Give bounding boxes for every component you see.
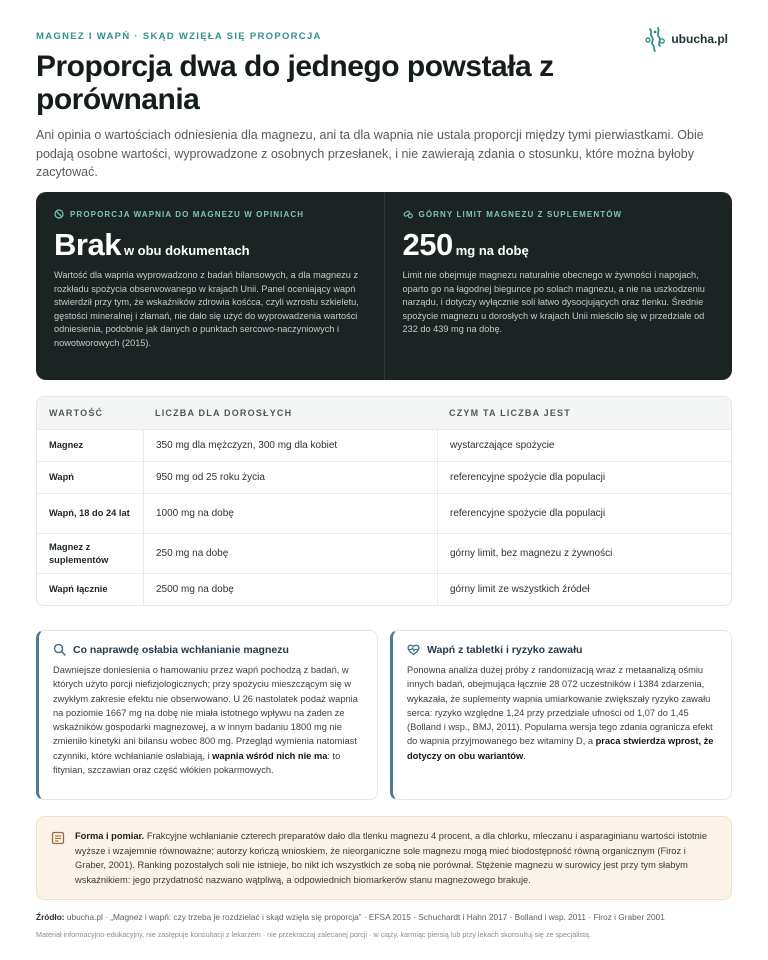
- highlight-limit: [384, 192, 733, 380]
- column-header: WARTOŚĆ: [49, 408, 104, 418]
- highlight-number: 250: [402, 227, 453, 262]
- kombucha-logo-icon: [644, 26, 666, 52]
- column-header: CZYM TA LICZBA JEST: [449, 408, 571, 418]
- document-icon: [51, 831, 65, 845]
- heart-risk-card: [390, 630, 732, 800]
- lead-paragraph: Ani opinia o wartościach odniesienia dla magnezu, ani ta dla wapnia nie ustala proporcji między tymi pierwiastkami. Obie podają osobne wartości, wyprowadzone z osobnych przesłanek, i nie zawierają zdania o stosunku, które można byłoby zacytować.: [36, 128, 704, 179]
- row-value: 250 mg na dobę: [143, 534, 437, 573]
- row-value: 2500 mg na dobę: [143, 574, 437, 605]
- row-label: Wapń łącznie: [49, 584, 108, 594]
- row-meaning: referencyjne spożycie dla populacji: [437, 494, 731, 533]
- form-note: [36, 816, 732, 900]
- row-value: 950 mg od 25 roku życia: [143, 462, 437, 493]
- table-row: [37, 429, 731, 461]
- card-heading: [407, 643, 719, 656]
- card-text: Ponowna analiza dużej próby z randomizacją wraz z metaanalizą ośmiu innych badań, obejmująca łącznie 28 072 uczestników i 1384 zdarzenia, wykazała, że suplementy wapnia umiarkowanie zwiększały ryzyko zawału serca: ryzyko względne 1,24 przy przedziale ufności od 1,07 do 1,45 (Bolland i wsp., BMJ, 2011). Popularna wersja tego zdania ogranicza efekt do wapnia przyjmowanego bez witaminy D, a praca stwierdza wprost, że dotyczy on obu wariantów.: [407, 665, 714, 761]
- highlight-label: PROPORCJA WAPNIA DO MAGNEZU W OPINIACH: [54, 209, 366, 219]
- highlight-unit: mg na dobę: [455, 243, 529, 258]
- highlight-value: [54, 227, 366, 263]
- card-heading: [53, 643, 365, 656]
- page-title: Proporcja dwa do jednego powstała z porównania: [36, 50, 554, 116]
- brand[interactable]: [644, 26, 728, 52]
- row-value: 1000 mg na dobę: [143, 494, 437, 533]
- source-line: Źródło: ubucha.pl · „Magnez i wapń: czy trzeba je rozdzielać i skąd wzięła się proporcja” · EFSA 2015 · Schuchardt i Hahn 2017 · Bolland i wsp. 2011 · Firoz i Graber 2001: [36, 912, 665, 922]
- card-text: Dawniejsze doniesienia o hamowaniu przez wapń pochodzą z badań, w których użyto porcji niefizjologicznych; przy spożyciu mieszczącym się w zwykłym zakresie efektu nie obserwowano. U 26 nastolatek podaż wapnia na poziomie 1667 mg na dobę nie miała istotnego wpływu na żaden ze wskaźników gospodarki magnezowej, a w innym badaniu 1800 mg nie zmieniło kinetyki ani bilansu wobec 800 mg. Przegląd wymienia natomiast czynniki, które wchłanianie osłabiają, i wapnia wśród nich nie ma: to fitynian, szczawian oraz część włókien pokarmowych.: [53, 665, 358, 776]
- table-row: [37, 461, 731, 493]
- absorption-card: [36, 630, 378, 800]
- brand-name: ubucha.pl: [671, 32, 728, 46]
- highlight-unit: w obu dokumentach: [123, 243, 250, 258]
- highlight-text: Limit nie obejmuje magnezu naturalnie obecnego w żywności i napojach, oparto go na łagodnej biegunce po solach magnezu, a nie na uszkodzeniu narządu, i dotyczy wyłącznie soli łatwo dysocjujących oraz tlenku. Średnie spożycie magnezu u dorosłych w krajach Unii mieściło się w przedziale od 232 do 439 mg na dobę.: [402, 270, 705, 335]
- highlight-value: [403, 227, 715, 263]
- search-icon: [53, 643, 66, 656]
- note-text: Forma i pomiar. Frakcyjne wchłanianie czterech preparatów dało dla tlenku magnezu 4 procent, a dla chlorku, mleczanu i asparaginianu wartości istotnie wyższe i wzajemnie równoważne; autorzy kończą wnioskiem, że nieorganiczne sole magnezu mogą mieć biodostępność równą organicznym (Firoz i Graber, 2001). Ranking pozostałych soli nie istnieje, bo nikt ich wszystkich ze sobą nie porównał. Stężenie magnezu w surowicy jest przy tym słabym wskaźnikiem: jego przydatność nazwano wątpliwą, a odpowiednich biomarkerów stanu magnezowego brakuje.: [75, 831, 708, 885]
- highlight-text: Wartość dla wapnia wyprowadzono z badań bilansowych, a dla magnezu z rozkładu spożycia obserwowanego w krajach Unii. Panel oceniający wapń stwierdził przy tym, że wskaźników zdrowia kośćca, czyli wzrostu szkieletu, gęstości mineralnej i złamań, nie dało się użyć do wyprowadzenia wartości odniesienia, podobnie jak danych o punktach sercowo-naczyniowych i nowotworowych (2015).: [54, 270, 359, 348]
- row-meaning: wystarczające spożycie: [437, 430, 731, 461]
- row-meaning: referencyjne spożycie dla populacji: [437, 462, 731, 493]
- section-kicker: MAGNEZ I WAPŃ · SKĄD WZIĘŁA SIĘ PROPORCJA: [36, 31, 322, 42]
- table-row: [37, 493, 731, 533]
- values-table: [36, 396, 732, 606]
- heart-pulse-icon: [407, 643, 420, 656]
- card-title: Wapń z tabletki i ryzyko zawału: [427, 643, 583, 656]
- highlight-ratio: [36, 192, 384, 380]
- card-title: Co naprawdę osłabia wchłanianie magnezu: [73, 643, 289, 656]
- source-label: Źródło:: [36, 912, 65, 922]
- table-row: [37, 533, 731, 573]
- row-label: Wapń, 18 do 24 lat: [49, 508, 130, 518]
- card-emphasis: wapnia wśród nich nie ma: [212, 750, 328, 761]
- highlight-label: GÓRNY LIMIT MAGNEZU Z SUPLEMENTÓW: [403, 209, 715, 219]
- table-row: [37, 573, 731, 605]
- disclaimer: Materiał informacyjno-edukacyjny, nie zastępuje konsultacji z lekarzem · nie przekraczaj zalecanej porcji · w ciąży, karmiąc piersią lub przy lekach skonsultuj się ze specjalistą.: [36, 930, 591, 939]
- row-meaning: górny limit ze wszystkich źródeł: [437, 574, 731, 605]
- column-header: LICZBA DLA DOROSŁYCH: [155, 408, 293, 418]
- row-meaning: górny limit, bez magnezu z żywności: [437, 534, 731, 573]
- row-label: Wapń: [49, 472, 74, 482]
- table-header-row: [37, 397, 731, 429]
- ban-icon: [54, 209, 64, 219]
- pills-icon: [403, 209, 413, 219]
- highlight-number: Brak: [54, 227, 121, 262]
- row-value: 350 mg dla mężczyzn, 300 mg dla kobiet: [143, 430, 437, 461]
- card-emphasis: praca stwierdza wprost, że dotyczy on obu wariantów: [407, 736, 714, 761]
- note-emphasis: Forma i pomiar.: [75, 831, 145, 841]
- row-label: Magnez: [49, 440, 84, 450]
- row-label: Magnez z suplementów: [49, 541, 109, 565]
- highlight-panel: [36, 192, 732, 380]
